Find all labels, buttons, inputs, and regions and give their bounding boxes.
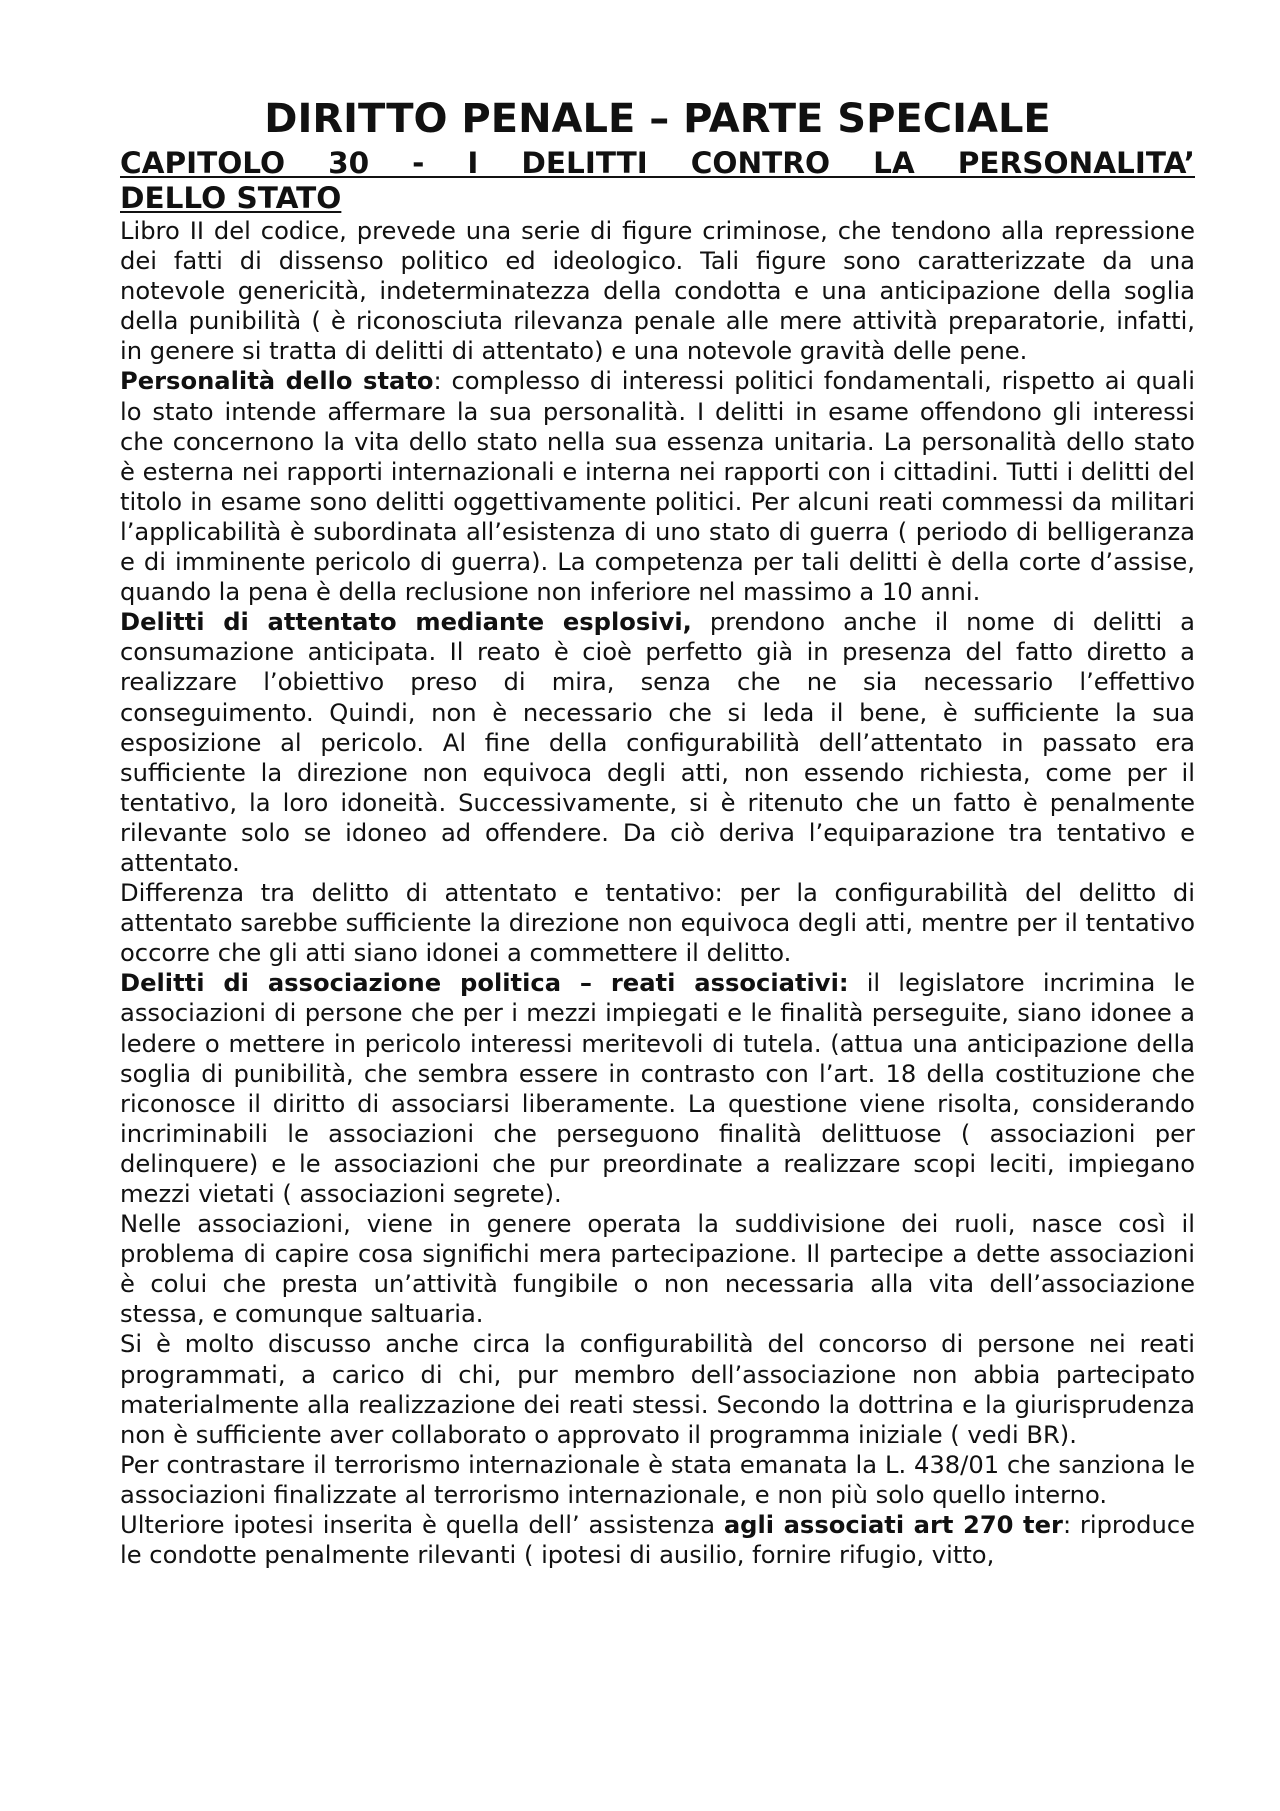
paragraph <box>120 607 1195 878</box>
chapter-heading-line-2: DELLO STATO <box>120 181 342 215</box>
paragraph <box>120 878 1195 968</box>
paragraph <box>120 1450 1195 1510</box>
chapter-heading-line-1: CAPITOLO 30 - I DELITTI CONTRO LA PERSONALITA’ <box>120 146 1195 180</box>
paragraph-text: Ulteriore ipotesi inserita è quella dell’ assistenza <box>120 1511 724 1540</box>
paragraph-text: Per contrastare il terrorismo internazionale è stata emanata la L. 438/01 che sanziona le associazioni finalizzate al terrorismo internazionale, e non più solo quello interno. <box>120 1450 1195 1509</box>
paragraph-lead: Personalità dello stato <box>120 367 434 396</box>
paragraph-bold: agli associati art 270 ter <box>723 1511 1063 1540</box>
document-title: DIRITTO PENALE – PARTE SPECIALE <box>264 96 1051 142</box>
paragraph <box>120 1209 1195 1329</box>
paragraph <box>120 1329 1195 1449</box>
paragraph <box>120 366 1195 607</box>
paragraph-text: : complesso di interessi politici fondamentali, rispetto ai quali lo stato intende affermare la sua personalità. I delitti in esame offendono gli interessi che concernono la vita dello stato nella sua essenza unitaria. La personalità dello stato è esterna nei rapporti internazionali e interna nei rapporti con i cittadini. Tutti i delitti del titolo in esame sono delitti oggettivamente politici. Per alcuni reati commessi da militari l’applicabilità è subordinata all’esistenza di uno stato di guerra ( periodo di belligeranza e di imminente pericolo di guerra). La competenza per tali delitti è della corte d’assise, quando la pena è della reclusione non inferiore nel massimo a 10 anni. <box>120 367 1195 607</box>
paragraph-text: : riproduce le condotte penalmente rilevanti ( ipotesi di ausilio, fornire rifugio, vitto, <box>120 1511 1195 1570</box>
paragraph-text: prendono anche il nome di delitti a consumazione anticipata. Il reato è cioè perfetto già in presenza del fatto diretto a realizzare l’obiettivo preso di mira, senza che ne sia necessario l’effettivo conseguimento. Quindi, non è necessario che si leda il bene, è sufficiente la sua esposizione al pericolo. Al fine della configurabilità dell’attentato in passato era sufficiente la direzione non equivoca degli atti, non essendo richiesta, come per il tentativo, la loro idoneità. Successivamente, si è ritenuto che un fatto è penalmente rilevante solo se idoneo ad offendere. Da ciò deriva l’equiparazione tra tentativo e attentato. <box>120 608 1196 877</box>
paragraph-text: Differenza tra delitto di attentato e tentativo: per la configurabilità del delitto di attentato sarebbe sufficiente la direzione non equivoca degli atti, mentre per il tentativo occorre che gli atti siano idonei a commettere il delitto. <box>120 879 1195 968</box>
paragraph-last <box>120 1510 1195 1570</box>
paragraph-lead: Delitti di attentato mediante esplosivi, <box>120 608 692 637</box>
paragraph-text: il legislatore incrimina le associazioni di persone che per i mezzi impiegati e le finalità perseguite, siano idonee a ledere o mettere in pericolo interessi meritevoli di tutela. (attua una anticipazione della soglia di punibilità, che sembra essere in contrasto con l’art. 18 della costituzione che riconosce il diritto di associarsi liberamente. La questione viene risolta, considerando incriminabili le associazioni che perseguono finalità delittuose ( associazioni per delinquere) e le associazioni che pur preordinate a realizzare scopi leciti, impiegano mezzi vietati ( associazioni segrete). <box>120 969 1196 1208</box>
paragraph-text: Libro II del codice, prevede una serie di figure criminose, che tendono alla repressione dei fatti di dissenso politico ed ideologico. Tali figure sono caratterizzate da una notevole genericità, indeterminatezza della condotta e una anticipazione della soglia della punibilità ( è riconosciuta rilevanza penale alle mere attività preparatorie, infatti, in genere si tratta di delitti di attentato) e una notevole gravità delle pene. <box>120 217 1195 366</box>
document-page <box>120 92 1195 1570</box>
paragraph-text: Nelle associazioni, viene in genere operata la suddivisione dei ruoli, nasce così il problema di capire cosa significhi mera partecipazione. Il partecipe a dette associazioni è colui che presta un’attività fungibile o non necessaria alla vita dell’associazione stessa, e comunque saltuaria. <box>120 1210 1195 1329</box>
paragraph <box>120 216 1195 366</box>
paragraph-text: Si è molto discusso anche circa la configurabilità del concorso di persone nei reati programmati, a carico di chi, pur membro dell’associazione non abbia partecipato materialmente alla realizzazione dei reati stessi. Secondo la dottrina e la giurisprudenza non è sufficiente aver collaborato o approvato il programma iniziale ( vedi BR). <box>120 1330 1195 1449</box>
paragraph <box>120 968 1195 1209</box>
paragraph-lead: Delitti di associazione politica – reati associativi: <box>120 969 849 998</box>
chapter-heading <box>120 146 1195 216</box>
document-body <box>120 216 1195 1570</box>
